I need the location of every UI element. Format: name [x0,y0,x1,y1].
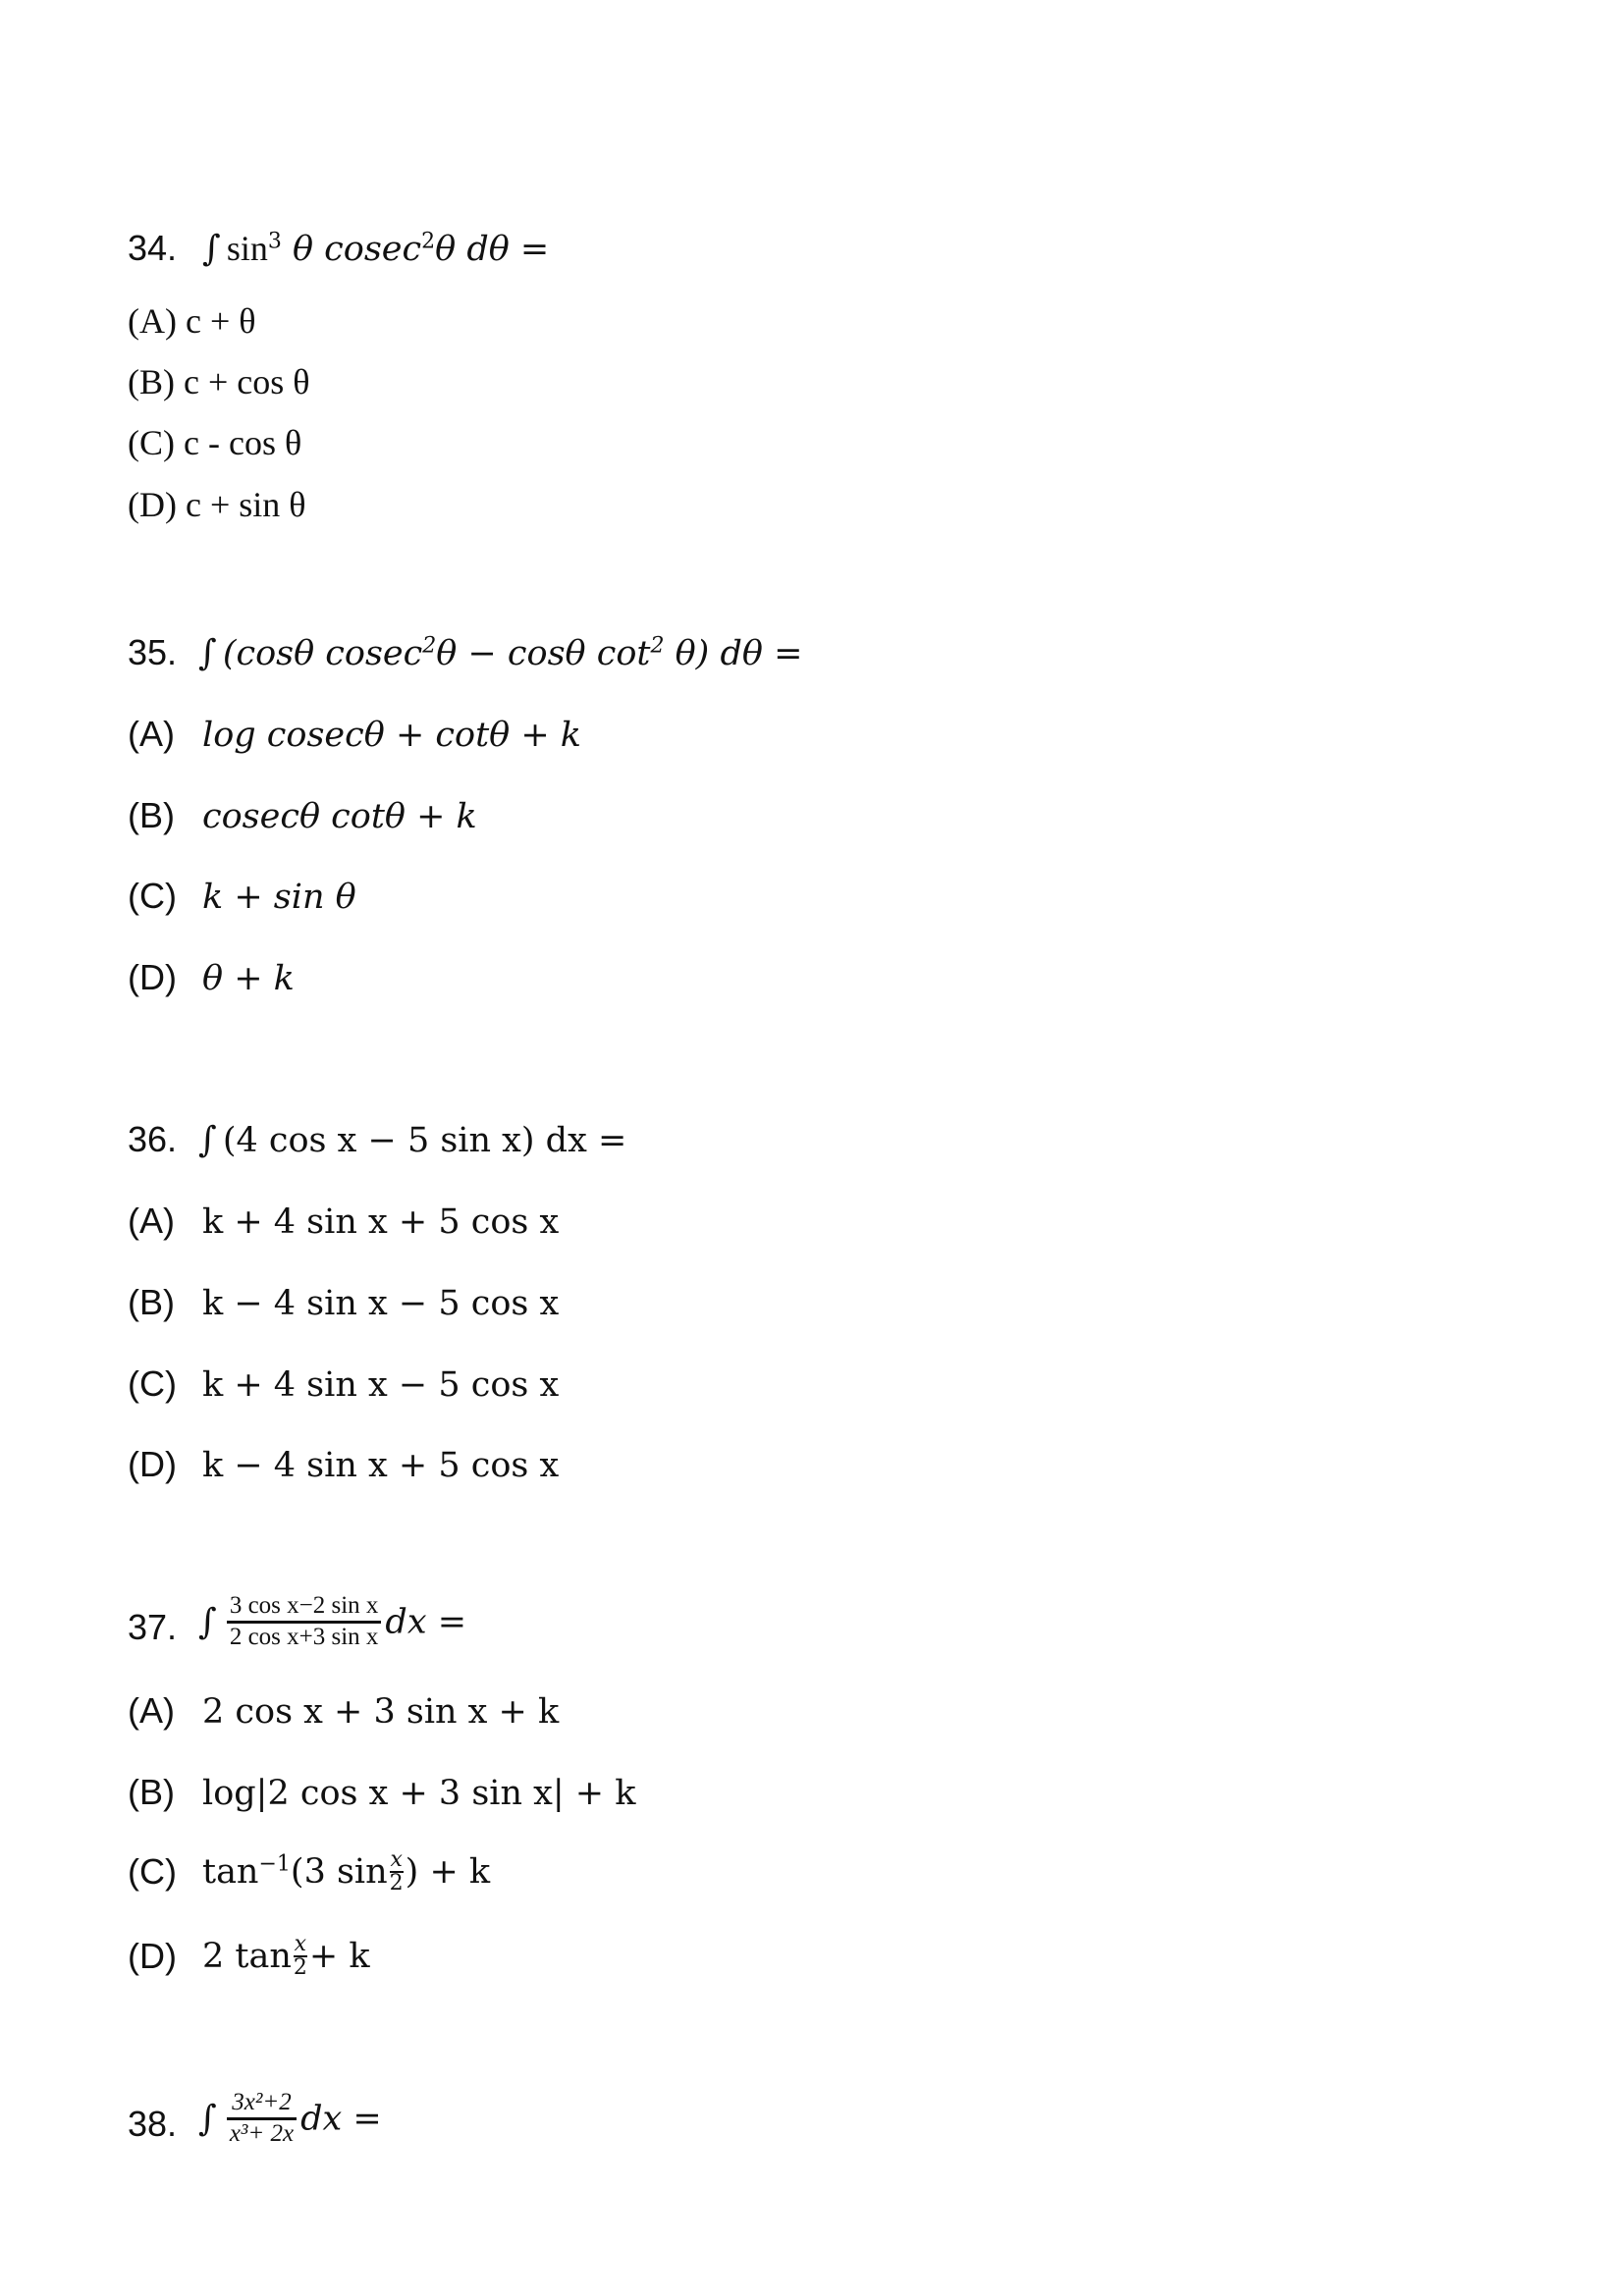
question-36 [128,1119,626,1160]
question-number: 34. [128,228,178,268]
question-stem: ∫ $\frac{\text{3 cos x−2 sin x}}{\text{2 cos x+3 sin x}}$ dx = [198,1592,467,1650]
option-34-b[interactable]: (B) c + cos θ [128,362,310,401]
question-38 [128,2089,382,2149]
option-34-a[interactable]: (A) c + θ [128,301,256,341]
option-37-a[interactable]: (A) 2 cos x + 3 sin x + k [128,1690,560,1732]
option-35-d[interactable]: (D) θ + k [128,957,295,998]
option-34-d[interactable]: (D) c + sin θ [128,485,306,524]
question-stem: ∫ (4 cos x − 5 sin x) dx = [198,1120,627,1160]
option-35-b[interactable]: (B) cosecθ cotθ + k [128,795,477,836]
option-37-b[interactable]: (B) log|2 cos x + 3 sin x| + k [128,1772,636,1813]
question-number: 35. [128,632,178,672]
option-37-c[interactable]: (C) $\tan^{-1}(3$ sin $\frac{x}{2}$ ) + k [128,1847,491,1896]
option-36-c[interactable]: (C) k + 4 sin x − 5 cos x [128,1363,560,1405]
option-36-a[interactable]: (A) k + 4 sin x + 5 cos x [128,1201,560,1242]
option-34-c[interactable]: (C) c - cos θ [128,423,302,462]
question-35 [128,632,802,673]
fraction: $\frac{x}{2}$ [293,1932,307,1980]
question-34 [128,228,549,269]
fraction: $\frac{\text{3 cos x−2 sin x}}{\text{2 cos x+3 sin x}}$ [227,1592,382,1652]
option-35-a[interactable]: (A) log cosecθ + cotθ + k [128,714,581,755]
fraction: $\frac{x}{2}$ [389,1847,404,1896]
question-stem: ∫ $\sin^3 \theta$ cosec$^2$θ dθ = [202,229,550,269]
option-36-d[interactable]: (D) k − 4 sin x + 5 cos x [128,1444,560,1485]
question-stem: ∫ (cosθ cosec$^2$θ − cosθ $\cot^2 \theta$) dθ = [198,633,803,673]
option-35-c[interactable]: (C) k + sin θ [128,876,356,917]
fraction: $\frac{\text{3x²+2}}{\text{x³+ 2x}}$ [227,2089,297,2149]
question-number: 38. [128,2104,178,2145]
option-37-d[interactable]: (D) 2 tan $\frac{x}{2}$ + k [128,1932,370,1980]
question-stem: ∫ $\frac{\text{3x²+2}}{\text{x³+ 2x}}$ dx = [198,2089,382,2147]
question-37 [128,1592,466,1652]
question-number: 36. [128,1119,178,1159]
question-number: 37. [128,1607,178,1648]
option-36-b[interactable]: (B) k − 4 sin x − 5 cos x [128,1282,560,1323]
